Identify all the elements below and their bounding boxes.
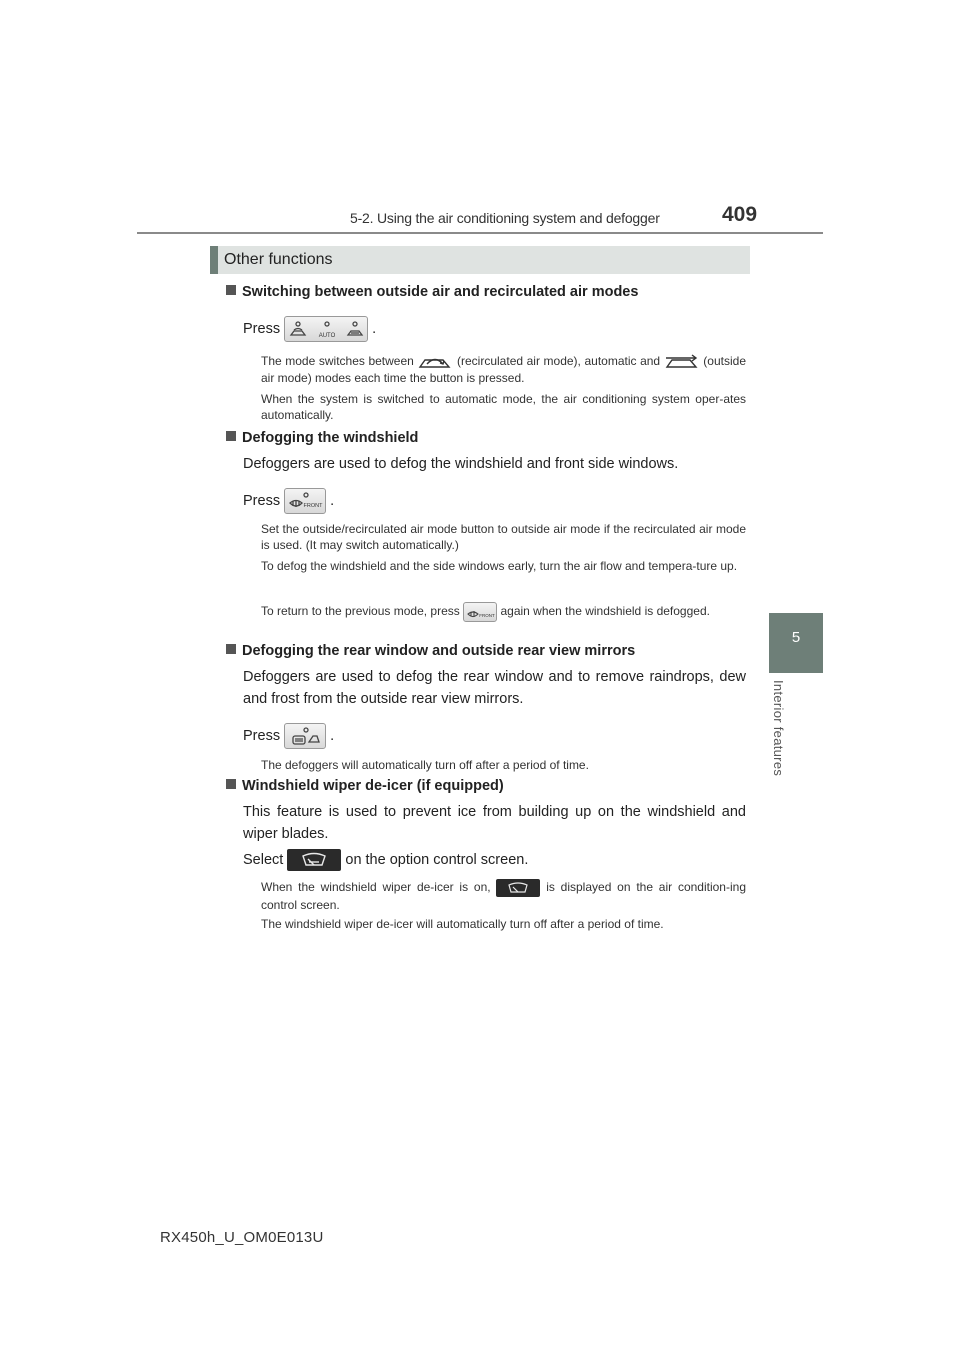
page-number: 409 [722, 203, 758, 226]
section-title: Other functions [224, 251, 333, 268]
body-text: Defoggers are used to defog the windshield and front side windows. [243, 456, 679, 472]
press-line: Press . [243, 723, 746, 749]
body-text: Defoggers are used to defog the rear window and to remove raindrops, dew and frost from the outside rear view mirrors. [243, 669, 746, 707]
wiper-deicer-button[interactable] [287, 849, 341, 871]
item-heading: Switching between outside air and recirculated air modes [226, 284, 638, 300]
air-intake-button[interactable] [284, 316, 368, 342]
item-heading: Defogging the rear window and outside rear view mirrors [226, 643, 635, 659]
square-bullet-icon [226, 285, 236, 295]
outside-air-icon [664, 354, 700, 370]
square-bullet-icon [226, 779, 236, 789]
note: When the windshield wiper de-icer is on, is displayed on the air condition-ing control screen. [261, 880, 746, 912]
rear-defogger-button[interactable] [284, 723, 326, 749]
select-line: Select on the option control screen. [243, 849, 746, 871]
svg-text:AUTO: AUTO [318, 333, 336, 339]
press-line: Press AUTO . [243, 316, 746, 342]
note: The defoggers will automatically turn off after a period of time. [261, 758, 589, 772]
document-code: RX450h_U_OM0E013U [160, 1229, 324, 1246]
note: The mode switches between (recirculated air mode), automatic and (outside air mode) modes each time the button is pressed. [261, 354, 746, 385]
chapter-label: Interior features [771, 680, 786, 777]
note: To defog the windshield and the side windows early, turn the air flow and tempera-ture up. [261, 559, 738, 573]
press-line: Press FRONT . [243, 488, 746, 514]
chapter-label-box [770, 680, 790, 790]
wiper-deicer-icon [287, 849, 341, 871]
recirculated-air-icon [417, 354, 453, 370]
item-heading: Defogging the windshield [226, 430, 418, 446]
item-heading: Windshield wiper de-icer (if equipped) [226, 778, 504, 794]
chapter-number: 5 [791, 629, 801, 646]
header-divider [137, 232, 823, 234]
section-heading-bar [210, 246, 750, 274]
square-bullet-icon [226, 644, 236, 654]
front-defogger-button-inline [463, 602, 497, 622]
wiper-deicer-indicator [496, 879, 540, 897]
note: Set the outside/recirculated air mode button to outside air mode if the recirculated air mode is used. (It may switch automatically.) [261, 522, 746, 552]
note: The windshield wiper de-icer will automatically turn off after a period of time. [261, 917, 664, 931]
chapter-tab [769, 613, 823, 673]
note: To return to the previous mode, press FRONT again when the windshield is defogged. [261, 602, 746, 622]
front-defogger-button[interactable] [284, 488, 326, 514]
svg-text:FRONT: FRONT [303, 503, 323, 509]
running-header: 5-2. Using the air conditioning system and defogger [350, 210, 660, 226]
note: When the system is switched to automatic mode, the air conditioning system oper-ates automatically. [261, 392, 746, 422]
square-bullet-icon [226, 431, 236, 441]
svg-text:FRONT: FRONT [479, 613, 495, 618]
body-text: This feature is used to prevent ice from building up on the windshield and wiper blades. [243, 804, 746, 842]
